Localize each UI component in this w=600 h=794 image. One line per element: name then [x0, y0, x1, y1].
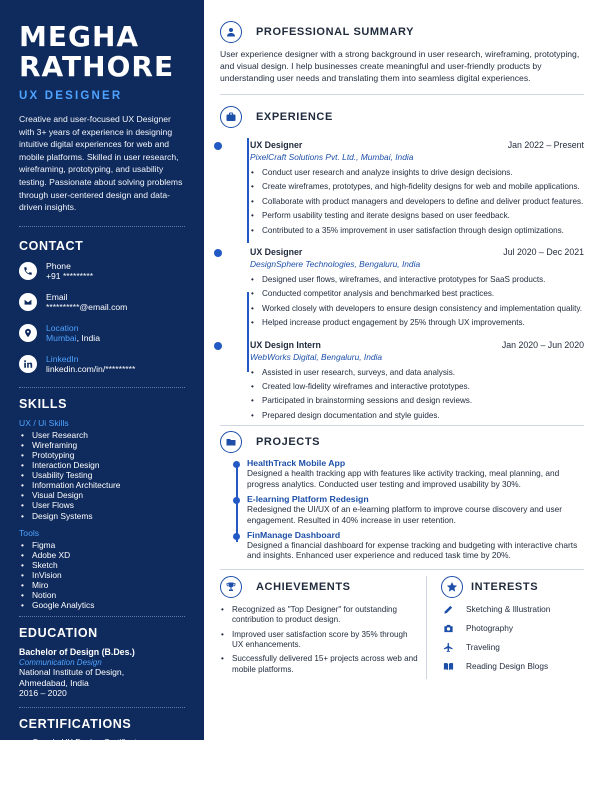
about-text: Creative and user-focused UX Designer with 3+ years of experience in designing intuitive digital experiences for web and mobile platforms. Skilled in user research, wireframing, prototyping, and usability testing. Passionate about solving problems through user-centered design and data-driven insights. [19, 114, 183, 213]
divider [220, 94, 584, 95]
interest-label: Sketching & Illustration [466, 604, 551, 615]
location-country: , India [76, 332, 100, 343]
divider [220, 425, 584, 426]
email-label: Email [46, 291, 68, 302]
phone-icon [19, 262, 37, 280]
education-years: 2016 – 2020 [19, 688, 67, 699]
linkedin-icon [19, 355, 37, 373]
job-dates: Jan 2022 – Present [507, 140, 584, 150]
briefcase-icon [220, 106, 242, 128]
institute-city: Ahmedabad, India [19, 677, 89, 688]
phone-label: Phone [46, 260, 71, 271]
list-item: • Interaction Design Foundation – UX Fundamentals [19, 750, 185, 771]
skills-heading: SKILLS [19, 396, 68, 411]
list-item: • Assisted in user research, surveys, and data analysis. [250, 368, 584, 378]
institute: National Institute of Design, [19, 667, 125, 678]
list-item: • Contributed to a 35% improvement in user satisfaction through design optimizations. [250, 226, 584, 236]
job-role: UX DESIGNER [19, 90, 123, 102]
main-content [204, 0, 600, 740]
achievements-list [220, 605, 418, 675]
certifications-heading: CERTIFICATIONS [19, 717, 132, 732]
folder-icon [220, 431, 242, 453]
interest-item [441, 642, 584, 653]
email-value[interactable]: **********@email.com [46, 301, 128, 312]
user-icon [220, 21, 242, 43]
plane-icon [441, 642, 455, 653]
project-entry [220, 530, 584, 561]
list-item: • Interaction Design [19, 460, 185, 470]
list-item: • Created low-fidelity wireframes and interactive prototypes. [250, 382, 584, 392]
location-label: Location [46, 322, 79, 333]
timeline-dot [214, 249, 222, 257]
timeline-dot [214, 342, 222, 350]
first-name: MEGHA [19, 20, 140, 53]
linkedin-value[interactable]: linkedin.com/in/********* [46, 363, 136, 374]
contact-linkedin [19, 354, 185, 375]
contact-phone [19, 261, 185, 282]
job-dates: Jul 2020 – Dec 2021 [503, 247, 584, 258]
list-item: • Visual Design [19, 490, 185, 500]
list-item: • User Research [19, 430, 185, 440]
list-item: • Miro [19, 580, 185, 590]
project-desc: Designed a financial dashboard for expense tracking and budgeting with interactive charts and insights. Enhanced user experience and reduced task time by 20%. [247, 539, 578, 561]
last-name: RATHORE [19, 50, 175, 83]
contact-heading: CONTACT [19, 238, 84, 253]
projects-header [220, 431, 584, 453]
interest-label: Photography [466, 623, 514, 634]
project-desc: Designed a health tracking app with features like activity tracking, meal planning, and progress analytics. Conducted user testing and improved usability by 30%. [247, 468, 560, 489]
job-title: UX Design Intern [250, 339, 321, 350]
interest-label: Reading Design Blogs [466, 661, 549, 672]
list-item: • Prepared design documentation and style guides. [250, 411, 584, 421]
job-bullets [250, 368, 584, 422]
list-item: • Improved user satisfaction score by 35% through UX enhancements. [220, 630, 418, 651]
experience-header [220, 106, 584, 128]
list-item: • Worked closely with developers to ensure design consistency and implementation quality. [250, 304, 584, 314]
list-item: • Prototyping [19, 450, 185, 460]
bottom-columns [220, 576, 584, 679]
projects-list [220, 458, 584, 560]
interests-heading: INTERESTS [471, 580, 539, 593]
summary-text: User experience designer with a strong background in user research, wireframing, prototyping, and visual design. I help businesses create meaningful and user-friendly products by understanding user needs and translating them into seamless digital experiences. [220, 49, 580, 83]
job-entry [220, 140, 584, 236]
list-item: • Adobe XD [19, 550, 185, 560]
achievements-section [220, 576, 427, 679]
job-company: WebWorks Digital, Bengaluru, India [250, 351, 383, 362]
interest-item [441, 623, 584, 634]
divider [19, 226, 185, 227]
list-item: • Notion [19, 590, 185, 600]
project-desc: Redesigned the UI/UX of an e-learning platform to improve course discovery and user engagement. Resulted in 40% increase in user retention. [247, 504, 562, 525]
list-item: • Successfully delivered 15+ projects across web and mobile platforms. [220, 654, 418, 675]
list-item: • Usability Testing – Nielsen Norman Group [19, 773, 185, 794]
timeline-dot [233, 461, 240, 468]
list-item: • Helped increase product engagement by 25% through UX improvements. [250, 318, 584, 328]
list-item: • Usability Testing [19, 470, 185, 480]
list-item: • Conduct user research and analyze insights to drive design decisions. [250, 168, 584, 178]
book-icon [441, 661, 455, 672]
divider [19, 616, 185, 617]
ux-skills-list [19, 430, 185, 521]
list-item: • Perform usability testing and iterate designs based on user feedback. [250, 211, 584, 221]
list-item: • Sketch [19, 560, 185, 570]
list-item: • Participated in brainstorming sessions and design reviews. [250, 396, 584, 406]
list-item: • InVision [19, 570, 185, 580]
projects-heading: PROJECTS [256, 436, 321, 449]
location-city: Mumbai [46, 332, 77, 343]
divider [19, 387, 185, 388]
education-heading: EDUCATION [19, 626, 98, 641]
list-item: • Information Architecture [19, 480, 185, 490]
linkedin-label: LinkedIn [46, 353, 79, 364]
achievements-header [220, 576, 418, 598]
phone-value: +91 ********* [46, 270, 94, 281]
job-title: UX Designer [250, 247, 303, 258]
job-bullets [250, 168, 584, 236]
location-pin-icon [19, 324, 37, 342]
list-item: • Collaborate with product managers and developers to define and deliver product features. [250, 197, 584, 207]
certifications-list [19, 737, 185, 794]
envelope-icon [19, 293, 37, 311]
job-company: DesignSphere Technologies, Bengaluru, India [250, 259, 421, 270]
job-entry [220, 340, 584, 422]
list-item: • Google UX Design Certificate [19, 737, 185, 748]
job-dates: Jan 2020 – Jun 2020 [501, 339, 584, 350]
ux-skills-heading: UX / Ui Skills [19, 417, 69, 428]
list-item: • Recognized as "Top Designer" for outstanding contribution to product design. [220, 605, 418, 626]
divider [19, 707, 185, 708]
divider [220, 569, 584, 570]
achievements-heading: ACHIEVEMENTS [256, 580, 351, 593]
degree: Bachelor of Design (B.Des.) [19, 647, 135, 658]
interests-header [441, 576, 584, 598]
sidebar [0, 0, 204, 794]
experience-timeline [220, 140, 584, 421]
timeline-dot [214, 142, 222, 150]
job-company: PixelCraft Solutions Pvt. Ltd., Mumbai, India [250, 152, 414, 162]
interests-section [427, 576, 584, 679]
trophy-icon [220, 576, 242, 598]
interest-item [441, 604, 584, 615]
project-title: FinManage Dashboard [247, 529, 341, 540]
project-entry [220, 494, 584, 525]
list-item: • Wireframing [19, 440, 185, 450]
timeline-dot [233, 533, 240, 540]
project-title: HealthTrack Mobile App [247, 458, 346, 469]
list-item: • Figma [19, 540, 185, 550]
tools-list [19, 540, 185, 611]
list-item: • Conducted competitor analysis and benchmarked best practices. [250, 289, 584, 299]
job-entry [220, 247, 584, 329]
interest-item [441, 661, 584, 672]
experience-heading: EXPERIENCE [256, 111, 333, 123]
project-entry [220, 458, 584, 489]
location-value [46, 333, 100, 344]
timeline-dot [233, 497, 240, 504]
project-title: E-learning Platform Redesign [247, 494, 369, 505]
summary-heading: PROFESSIONAL SUMMARY [256, 26, 415, 38]
contact-email [19, 292, 185, 313]
job-title: UX Designer [250, 140, 303, 150]
contact-location [19, 323, 185, 344]
star-icon [441, 576, 463, 598]
list-item: • Designed user flows, wireframes, and interactive prototypes for SaaS products. [250, 275, 584, 285]
camera-icon [441, 623, 455, 634]
job-bullets [250, 275, 584, 329]
summary-header [220, 21, 584, 43]
list-item: • Create wireframes, prototypes, and high-fidelity designs for web and mobile applications. [250, 182, 584, 192]
degree-field: Communication Design [19, 658, 102, 668]
pen-icon [441, 604, 455, 615]
tools-heading: Tools [19, 527, 40, 538]
list-item: • Google Analytics [19, 600, 185, 610]
list-item: • Design Systems [19, 511, 185, 521]
interest-label: Traveling [466, 642, 500, 653]
list-item: • User Flows [19, 500, 185, 510]
